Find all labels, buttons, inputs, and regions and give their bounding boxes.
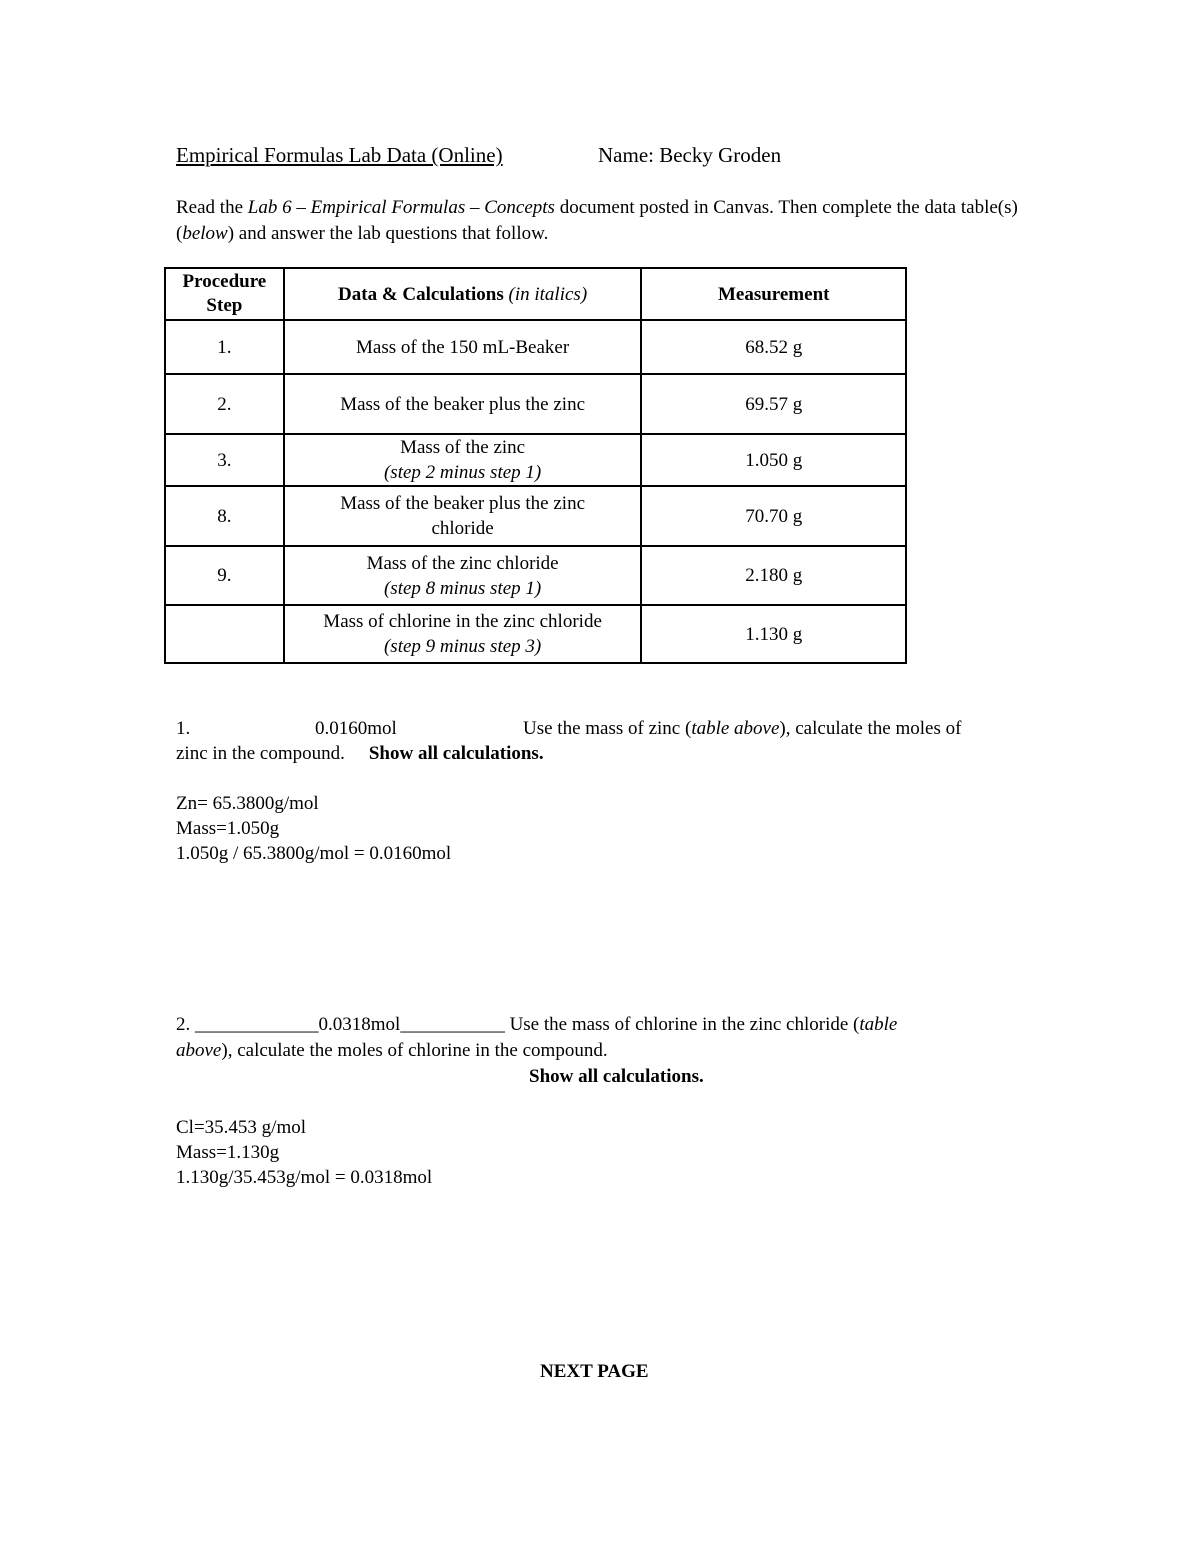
cell-step: 8.	[165, 486, 284, 546]
cell-data-text: Mass of the beaker plus the zinc	[340, 393, 585, 415]
question-1-prompt	[523, 718, 961, 740]
cell-data-text: Mass of the zinc	[400, 437, 526, 458]
intro-text-3: ) and answer the lab questions that follow.	[227, 223, 549, 244]
q1-calc-line: 1.050g / 65.3800g/mol = 0.0160mol	[176, 843, 452, 864]
question-2-answer: 0.0318mol	[318, 1014, 401, 1035]
cell-measurement: 70.70 g	[641, 486, 906, 546]
cell-data-italic: (step 2 minus step 1)	[383, 462, 542, 483]
next-page-label: NEXT PAGE	[540, 1361, 649, 1382]
cell-data	[284, 320, 642, 374]
intro-paragraph	[176, 195, 1036, 247]
table-row	[165, 434, 906, 486]
cell-step	[165, 605, 284, 663]
cell-data-text: Mass of the zinc chloride	[366, 552, 559, 574]
q1-line2-text: zinc in the compound.	[176, 743, 345, 764]
data-table	[164, 267, 907, 664]
q1-prompt-italic: table above	[691, 718, 780, 739]
q1-prompt-b: ), calculate the moles of	[779, 718, 962, 739]
q2-show-calculations: Show all calculations.	[529, 1066, 704, 1087]
cell-step: 9.	[165, 546, 284, 605]
table-row	[165, 374, 906, 434]
q2-prompt-italic-1: table	[859, 1014, 898, 1035]
cell-data	[284, 434, 642, 486]
cell-data	[284, 374, 642, 434]
cell-data-italic: (step 8 minus step 1)	[383, 577, 542, 599]
cell-step: 3.	[165, 434, 284, 486]
q2-calc-line: Cl=35.453 g/mol	[176, 1117, 307, 1138]
intro-text-2: document posted in Canvas. Then complete the data table(s) (	[176, 197, 1018, 244]
table-row	[165, 605, 906, 663]
table-row	[165, 486, 906, 546]
q1-show-calculations: Show all calculations.	[368, 743, 544, 764]
question-2-prompt-line2	[176, 1040, 608, 1062]
question-2-prompt	[176, 1014, 897, 1036]
cell-measurement: 1.130 g	[641, 605, 906, 663]
intro-below: below	[182, 223, 228, 244]
header-data-label: Data & Calculations	[338, 283, 509, 305]
q2-prompt-a: Use the mass of chlorine in the zinc chloride (	[504, 1014, 860, 1035]
q2-prompt-italic-2: above	[176, 1040, 222, 1061]
cell-data	[284, 546, 642, 605]
question-1-number: 1.	[176, 718, 191, 739]
cell-data-italic: (step 9 minus step 3)	[383, 636, 542, 657]
student-name: Name: Becky Groden	[598, 143, 782, 167]
q1-calc-line: Mass=1.050g	[176, 818, 280, 839]
cell-data	[284, 605, 642, 663]
table-header-row	[165, 268, 906, 320]
q2-blank-before: _____________	[195, 1014, 319, 1035]
cell-step: 1.	[165, 320, 284, 374]
intro-text-1: Read the	[176, 197, 248, 218]
document-title: Empirical Formulas Lab Data (Online)	[176, 143, 503, 167]
q2-calc-line: 1.130g/35.453g/mol = 0.0318mol	[176, 1167, 433, 1188]
intro-doc-title: Lab 6 – Empirical Formulas – Concepts	[247, 197, 555, 218]
cell-measurement: 2.180 g	[641, 546, 906, 605]
cell-data-text: Mass of the 150 mL-Beaker	[356, 336, 570, 358]
q1-calc-line: Zn= 65.3800g/mol	[176, 793, 319, 814]
question-1-answer: 0.0160mol	[315, 718, 397, 739]
cell-step: 2.	[165, 374, 284, 434]
q2-blank-after: ___________	[400, 1014, 505, 1035]
header-data-italic: (in italics)	[508, 283, 588, 305]
cell-data	[284, 486, 642, 546]
q2-calc-line: Mass=1.130g	[176, 1142, 280, 1163]
table-row	[165, 320, 906, 374]
q2-prompt-b: ), calculate the moles of chlorine in the compound.	[221, 1040, 608, 1061]
cell-measurement: 69.57 g	[641, 374, 906, 434]
header-step: Procedure Step	[165, 268, 284, 320]
cell-measurement: 68.52 g	[641, 320, 906, 374]
q1-prompt-a: Use the mass of zinc (	[523, 718, 692, 739]
table-row	[165, 546, 906, 605]
cell-data-text: Mass of the beaker plus the zinc chloride	[340, 493, 585, 539]
cell-data-text: Mass of chlorine in the zinc chloride	[323, 611, 602, 632]
header-data	[284, 268, 642, 320]
header-measurement: Measurement	[641, 268, 906, 320]
q2-number: 2.	[176, 1014, 195, 1035]
question-1-prompt-line2	[176, 743, 544, 765]
cell-measurement: 1.050 g	[641, 434, 906, 486]
